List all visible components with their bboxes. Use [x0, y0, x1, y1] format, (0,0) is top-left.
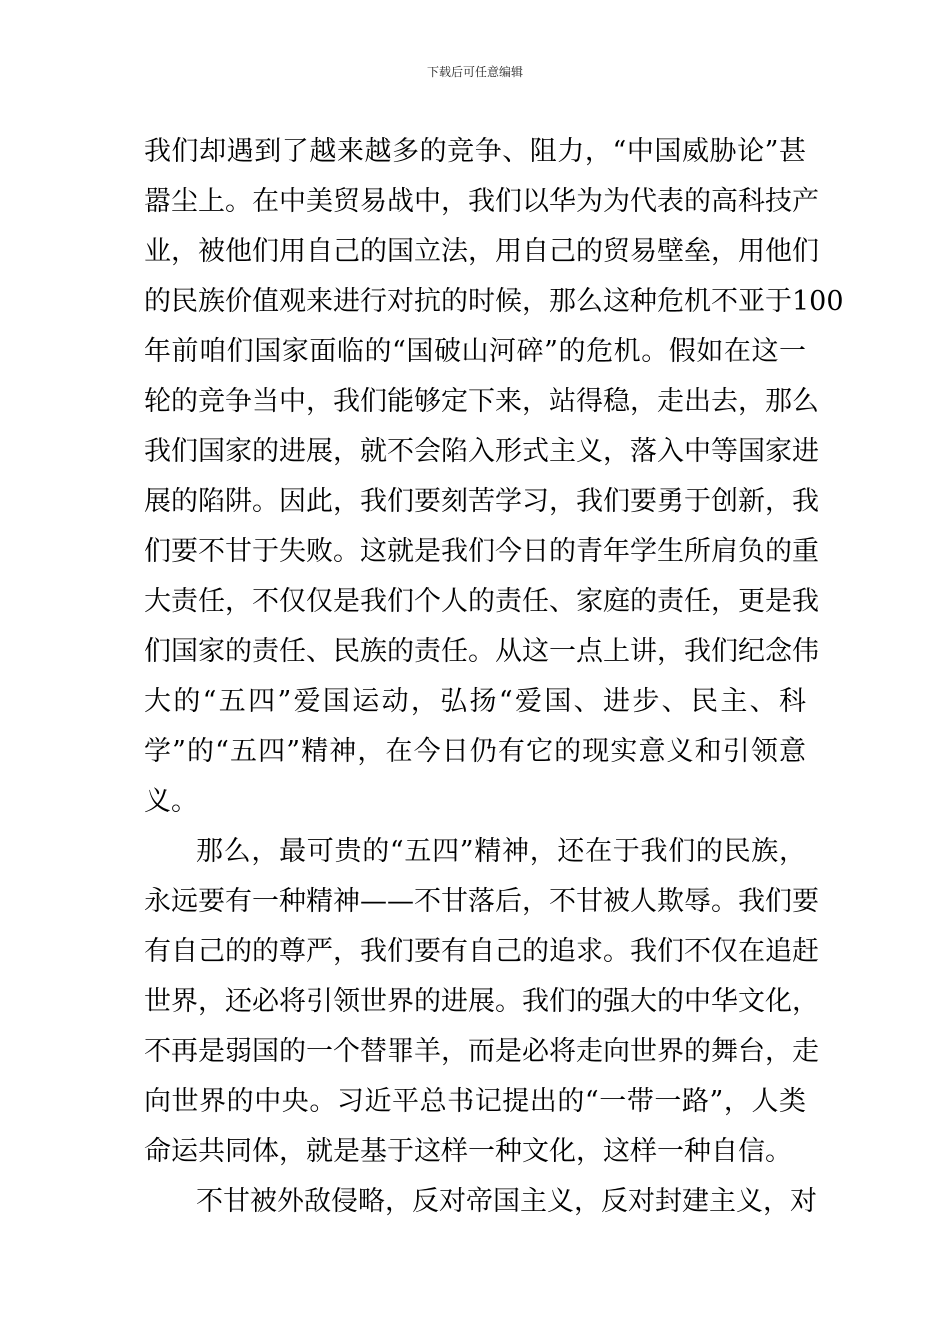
- body-line: 展的陷阱。因此，我们要刻苦学习，我们要勇于创新，我: [144, 486, 819, 517]
- body-line: 学”的“五四”精神，在今日仍有它的现实意义和引领意: [144, 736, 806, 767]
- body-line: 年前咱们国家面临的“国破山河碎”的危机。假如在这一: [144, 336, 806, 367]
- body-line: 不再是弱国的一个替罪羊，而是必将走向世界的舞台，走: [144, 1036, 819, 1067]
- body-line: 嚣尘上。在中美贸易战中，我们以华为为代表的高科技产: [144, 186, 819, 217]
- body-line: 有自己的的尊严，我们要有自己的追求。我们不仅在追赶: [144, 936, 819, 967]
- body-line: 命运共同体，就是基于这样一种文化，这样一种自信。: [144, 1136, 792, 1167]
- body-line: 大责任，不仅仅是我们个人的责任、家庭的责任，更是我: [144, 586, 819, 617]
- header-note: 下载后可任意编辑: [426, 65, 523, 79]
- body-line: 向世界的中央。习近平总书记提出的“一带一路”，人类: [144, 1086, 806, 1117]
- paragraph-first-line: 不甘被外敌侵略，反对帝国主义，反对封建主义，对: [196, 1186, 817, 1217]
- body-line: 永远要有一种精神——不甘落后，不甘被人欺辱。我们要: [144, 886, 819, 917]
- body-line: 世界，还必将引领世界的进展。我们的强大的中华文化，: [144, 986, 819, 1017]
- body-line: 们要不甘于失败。这就是我们今日的青年学生所肩负的重: [144, 536, 819, 567]
- body-line: 我们国家的进展，就不会陷入形式主义，落入中等国家进: [144, 436, 819, 467]
- body-line: 义。: [144, 786, 198, 817]
- body-line: 我们却遇到了越来越多的竞争、阻力，“中国威胁论”甚: [144, 136, 806, 167]
- body-line: 的民族价值观来进行对抗的时候，那么这种危机不亚于100: [144, 286, 844, 317]
- body-line: 大的“五四”爱国运动，弘扬“爱国、进步、民主、科: [144, 686, 806, 717]
- body-line: 轮的竞争当中，我们能够定下来，站得稳，走出去，那么: [144, 386, 819, 417]
- paragraph-first-line: 那么，最可贵的“五四”精神，还在于我们的民族，: [196, 836, 806, 867]
- body-line: 们国家的责任、民族的责任。从这一点上讲，我们纪念伟: [144, 636, 819, 667]
- body-line: 业，被他们用自己的国立法，用自己的贸易壁垒，用他们: [144, 236, 819, 267]
